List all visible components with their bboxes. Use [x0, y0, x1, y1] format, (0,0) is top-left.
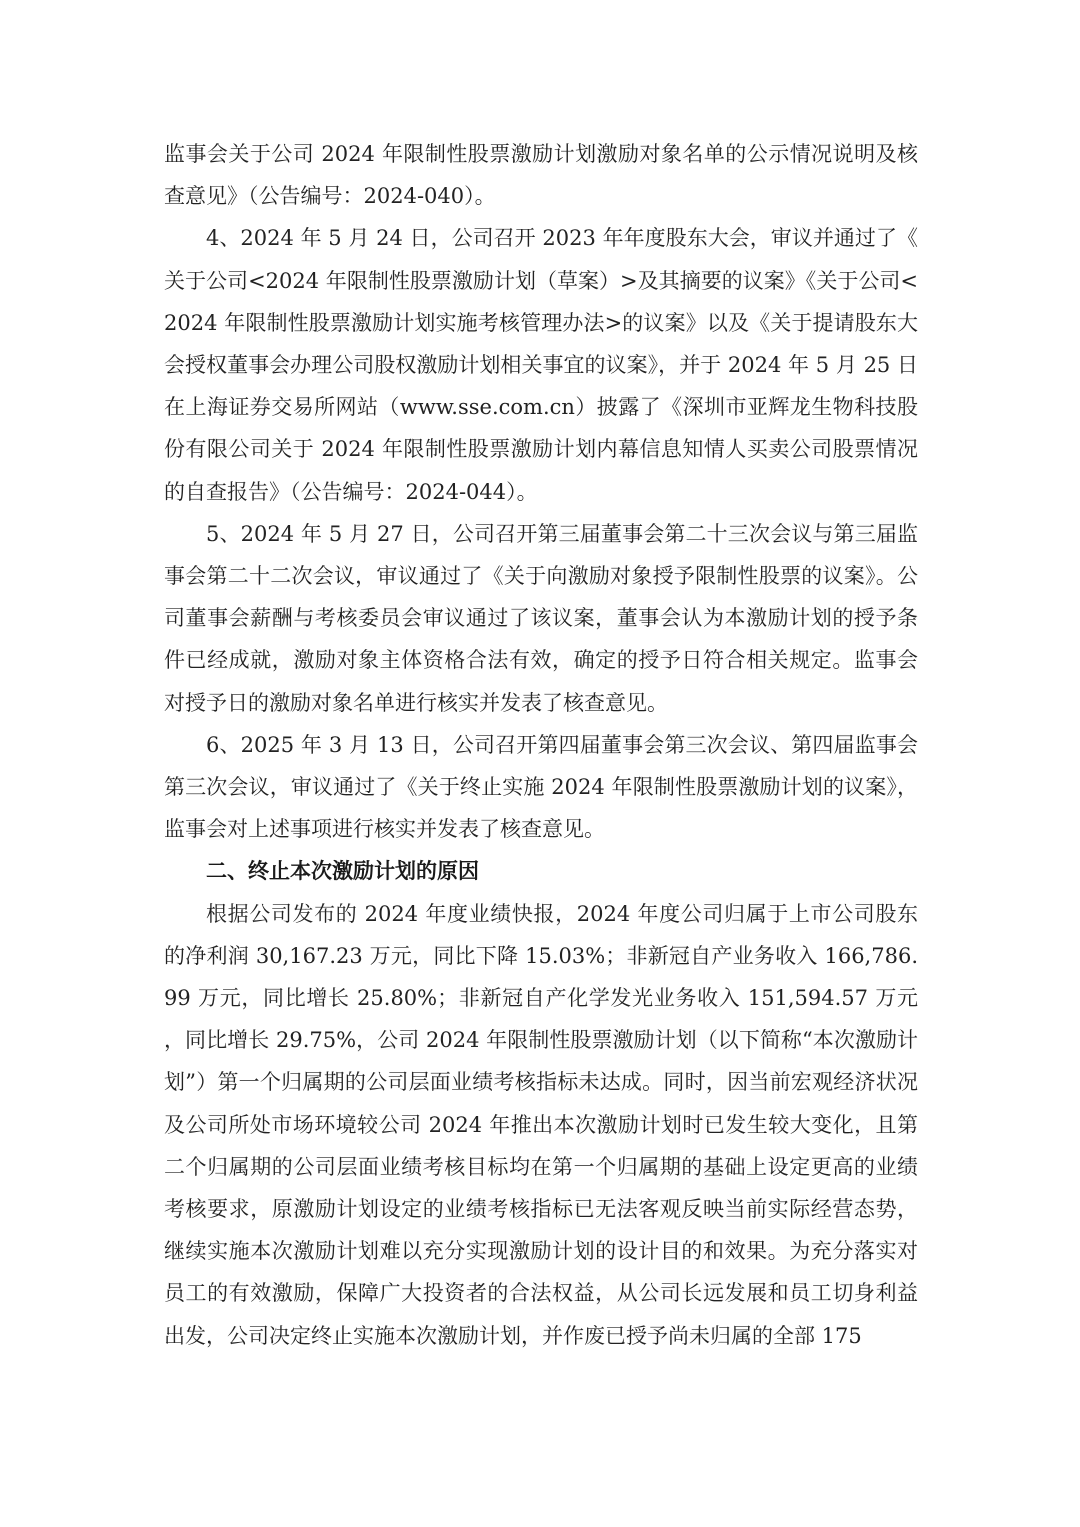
paragraph-termination-reason: 根据公司发布的 2024 年度业绩快报，2024 年度公司归属于上市公司股东的净利润 30,167.23 万元，同比下降 15.03%；非新冠自产业务收入 166,786.99 万元，同比增长 25.80%；非新冠自产化学发光业务收入 151,594.57 万元，同比增长 29.75%，公司 2024 年限制性股票激励计划（以下简称“本次激励计划”）第一个归属期的公司层面业绩考核指标未达成。同时，因当前宏观经济状况及公司所处市场环境较公司 2024 年推出本次激励计划时已发生较大变化，且第二个归属期的公司层面业绩考核目标均在第一个归属期的基础上设定更高的业绩考核要求，原激励计划设定的业绩考核指标已无法客观反映当前实际经营态势，继续实施本次激励计划难以充分实现激励计划的设计目的和效果。为充分落实对员工的有效激励，保障广大投资者的合法权益，从公司长远发展和员工切身利益出发，公司决定终止实施本次激励计划，并作废已授予尚未归属的全部 175 — [164, 901, 918, 1348]
paragraph-continued: 监事会关于公司 2024 年限制性股票激励计划激励对象名单的公示情况说明及核查意见》（公告编号：2024-040）。 — [164, 142, 918, 209]
paragraph-item-4: 4、2024 年 5 月 24 日，公司召开 2023 年年度股东大会，审议并通过了《关于公司<2024 年限制性股票激励计划（草案）>及其摘要的议案》《关于公司<2024 年限制性股票激励计划实施考核管理办法>的议案》以及《关于提请股东大会授权董事会办理公司股权激励计划相关事宜的议案》，并于 2024 年 5 月 25 日在上海证券交易所网站（www.sse.com.cn）披露了《深圳市亚辉龙生物科技股份有限公司关于 2024 年限制性股票激励计划内幕信息知情人买卖公司股票情况的自查报告》（公告编号：2024-044）。 — [164, 226, 918, 504]
paragraph-item-5: 5、2024 年 5 月 27 日，公司召开第三届董事会第二十三次会议与第三届监事会第二十二次会议，审议通过了《关于向激励对象授予限制性股票的议案》。公司董事会薪酬与考核委员会审议通过了该议案，董事会认为本激励计划的授予条件已经成就，激励对象主体资格合法有效，确定的授予日符合相关规定。监事会对授予日的激励对象名单进行核实并发表了核查意见。 — [164, 521, 918, 715]
paragraph-item-6: 6、2025 年 3 月 13 日，公司召开第四届董事会第三次会议、第四届监事会第三次会议，审议通过了《关于终止实施 2024 年限制性股票激励计划的议案》，监事会对上述事项进行核实并发表了核查意见。 — [164, 732, 918, 842]
section-heading-termination-reason: 二、终止本次激励计划的原因 — [206, 859, 479, 884]
document-body — [164, 133, 918, 1357]
